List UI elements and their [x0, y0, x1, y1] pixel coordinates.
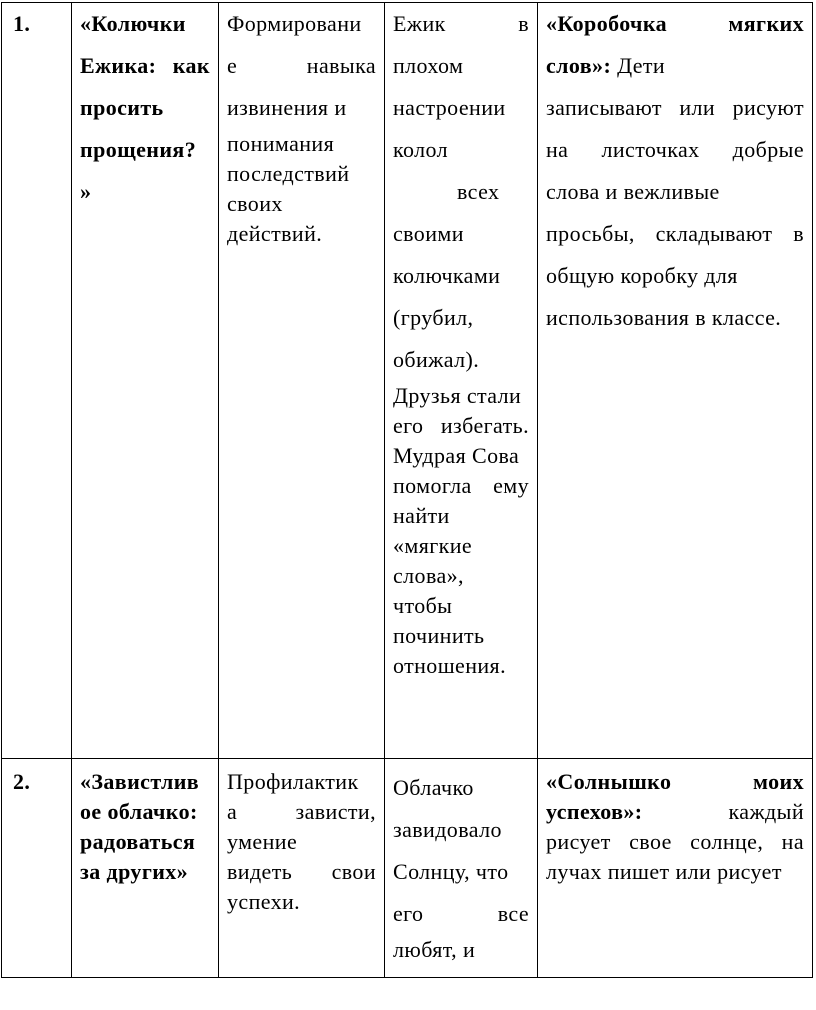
text-run: отношения. [393, 653, 506, 678]
bold-text-run: «Солнышко моих [546, 769, 804, 794]
text-line [546, 171, 804, 213]
bold-text-run: » [80, 179, 92, 204]
text-line [393, 129, 529, 171]
text-run: колол [393, 137, 448, 162]
text-run: Формировани [227, 11, 362, 36]
table-cell [219, 3, 385, 759]
text-run: общую коробку для [546, 263, 738, 288]
text-run: записывают или рисуют [546, 95, 804, 120]
table-row [2, 3, 813, 759]
text-line [393, 531, 529, 561]
text-run: каждый [728, 799, 804, 824]
text-line [546, 255, 804, 297]
text-run: Облачко [393, 775, 474, 800]
text-run: чтобы [393, 593, 453, 618]
text-line [227, 797, 376, 827]
text-run: умение [227, 829, 298, 854]
bold-text-run: прощения? [80, 137, 197, 162]
text-line [546, 297, 804, 339]
text-line [80, 171, 210, 213]
bold-text-run: ое облачко: [80, 799, 198, 824]
text-run: понимания [227, 131, 335, 156]
text-line [546, 857, 804, 887]
text-line [80, 45, 210, 87]
text-line [393, 935, 529, 965]
bold-text-run: «Завистлив [80, 769, 200, 794]
text-run: всех [457, 179, 500, 204]
text-run: Мудрая Сова [393, 443, 520, 468]
text-line [546, 87, 804, 129]
table-row [2, 759, 813, 978]
text-run: Профилактик [227, 769, 359, 794]
table-cell [385, 3, 538, 759]
text-line [393, 171, 529, 213]
text-run: настроении [393, 95, 506, 120]
text-line [227, 129, 376, 159]
table-cell [72, 759, 219, 978]
text-line [393, 501, 529, 531]
text-line [393, 561, 529, 591]
text-line [227, 767, 376, 797]
bold-text-run: слов»: [546, 53, 618, 78]
table-cell [538, 3, 813, 759]
text-line [80, 827, 210, 857]
text-line [393, 471, 529, 501]
text-run: Солнцу, что [393, 859, 509, 884]
text-run: «мягкие [393, 533, 473, 558]
table-cell [538, 759, 813, 978]
table-cell [385, 759, 538, 978]
bold-text-run: за других» [80, 859, 189, 884]
bold-text-run: 2. [13, 769, 31, 794]
text-line [546, 3, 804, 45]
text-run: Друзья стали [393, 383, 522, 408]
table-cell [2, 759, 72, 978]
text-line [393, 621, 529, 651]
text-line [393, 45, 529, 87]
text-run: е навыка [227, 53, 376, 78]
text-line [393, 893, 529, 935]
text-line [393, 87, 529, 129]
table-cell [2, 3, 72, 759]
text-run: на листочках добрые [546, 137, 804, 162]
text-line [393, 809, 529, 851]
text-line [80, 797, 210, 827]
text-line [80, 129, 210, 171]
text-line [227, 219, 376, 249]
text-run: плохом [393, 53, 464, 78]
text-line [546, 213, 804, 255]
text-line [227, 159, 376, 189]
text-run: действий. [227, 221, 323, 246]
text-run: своих [227, 191, 283, 216]
bold-text-run: успехов»: [546, 799, 729, 824]
text-run: помогла ему [393, 473, 529, 498]
text-line [393, 591, 529, 621]
text-line [393, 411, 529, 441]
text-run: слова и вежливые [546, 179, 720, 204]
text-run: найти [393, 503, 450, 528]
text-line [227, 87, 376, 129]
text-line [393, 767, 529, 809]
text-line [227, 189, 376, 219]
table-cell [219, 759, 385, 978]
text-run: просьбы, складывают в [546, 221, 804, 246]
text-line [393, 213, 529, 255]
text-run: извинения и [227, 95, 347, 120]
text-run: а зависти, [227, 799, 376, 824]
text-line [546, 827, 804, 857]
text-line [80, 857, 210, 887]
text-run: починить [393, 623, 485, 648]
text-line [546, 45, 804, 87]
text-run: рисует свое солнце, на [546, 829, 804, 854]
text-line [393, 851, 529, 893]
text-run: его избегать. [393, 413, 529, 438]
bold-text-run: радоваться [80, 829, 196, 854]
text-run: завидовало [393, 817, 502, 842]
text-line [13, 3, 63, 45]
text-run: последствий [227, 161, 350, 186]
text-run: Ежик в [393, 11, 529, 36]
text-line [393, 651, 529, 681]
text-line [546, 767, 804, 797]
text-line [393, 3, 529, 45]
text-run: использования в классе. [546, 305, 782, 330]
lessons-table-body [2, 3, 813, 978]
text-line [546, 797, 804, 827]
text-line [80, 767, 210, 797]
text-run: обижал). [393, 347, 480, 372]
text-line [227, 887, 376, 917]
text-run: (грубил, [393, 305, 474, 330]
table-cell [72, 3, 219, 759]
lessons-table [1, 2, 813, 978]
text-line [393, 339, 529, 381]
text-line [393, 381, 529, 411]
text-line [80, 3, 210, 45]
text-run: успехи. [227, 889, 301, 914]
text-line [227, 827, 376, 857]
text-line [227, 45, 376, 87]
text-run: его все [393, 901, 529, 926]
text-line [80, 87, 210, 129]
text-run: слова», [393, 563, 464, 588]
text-run: Дети [617, 53, 666, 78]
text-line [227, 3, 376, 45]
text-line [393, 441, 529, 471]
text-line [227, 857, 376, 887]
text-run: любят, и [393, 937, 476, 962]
bold-text-run: «Коробочка мягких [546, 11, 804, 36]
bold-text-run: 1. [13, 11, 31, 36]
text-line [393, 297, 529, 339]
bold-text-run: Ежика: как [80, 53, 210, 78]
text-run: своими [393, 221, 464, 246]
text-line [546, 129, 804, 171]
text-run: лучах пишет или рисует [546, 859, 782, 884]
text-run: колючками [393, 263, 501, 288]
text-run: видеть свои [227, 859, 376, 884]
text-line [393, 255, 529, 297]
text-line [13, 767, 63, 797]
bold-text-run: «Колючки [80, 11, 186, 36]
bold-text-run: просить [80, 95, 164, 120]
